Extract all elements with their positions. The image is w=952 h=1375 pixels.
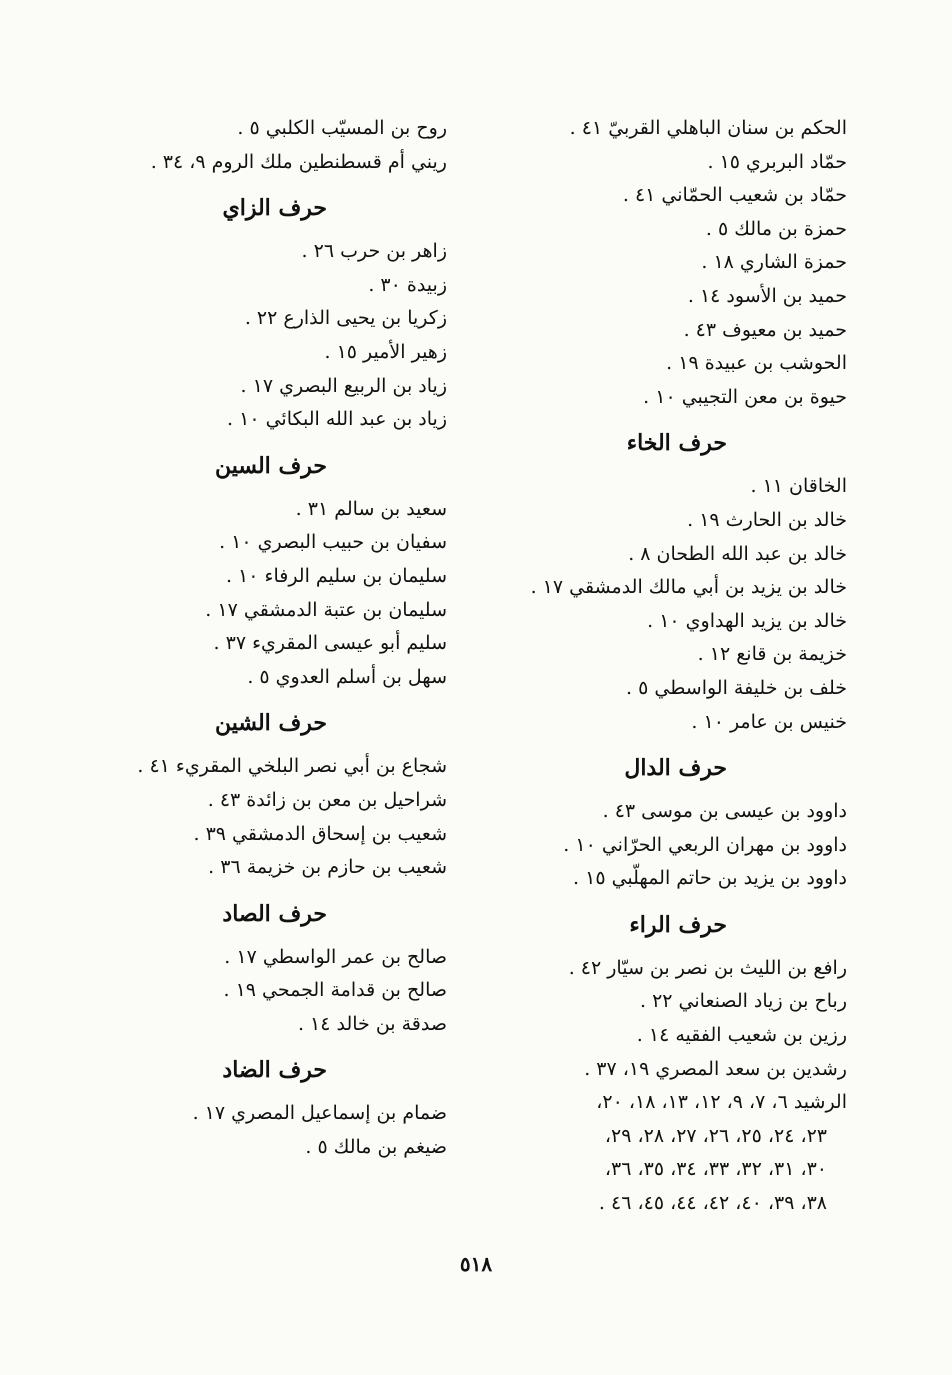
index-entry: شراحيل بن معن بن زائدة ٤٣ . (207, 788, 447, 811)
index-entry: صالح بن عمر الواسطي ١٧ . (224, 945, 447, 968)
index-entry-continuation: ٢٣، ٢٤، ٢٥، ٢٦، ٢٧، ٢٨، ٢٩، (604, 1124, 827, 1147)
index-entry: حميد بن معيوف ٤٣ . (683, 318, 847, 341)
index-entry: رباح بن زياد الصنعاني ٢٢ . (639, 990, 847, 1013)
index-column-right (487, 112, 847, 1221)
index-entry: ضمام بن إسماعيل المصري ١٧ . (192, 1102, 447, 1125)
index-entry: داوود بن يزيد بن حاتم المهلّبي ١٥ . (573, 867, 847, 890)
index-entry-continuation: ٣٠، ٣١، ٣٢، ٣٣، ٣٤، ٣٥، ٣٦، (604, 1158, 827, 1181)
section-heading-dad: حرف الضاد (222, 1057, 327, 1084)
index-entry: رزين بن شعيب الفقيه ١٤ . (636, 1024, 847, 1047)
index-entry: روح بن المسيّب الكلبي ٥ . (237, 117, 447, 139)
index-entry: زكريا بن يحيى الذارع ٢٢ . (244, 307, 447, 330)
index-entry: سفيان بن حبيب البصري ١٠ . (219, 531, 447, 554)
section-heading-ra: حرف الراء (629, 911, 727, 938)
section-heading-zay: حرف الزاي (222, 195, 327, 222)
dad-entries (107, 1097, 447, 1164)
index-entry: داوود بن عيسى بن موسى ٤٣ . (602, 800, 847, 823)
index-entry: صالح بن قدامة الجمحي ١٩ . (223, 979, 447, 1002)
sin-entries (107, 493, 447, 695)
index-entry: حمزة الشاري ١٨ . (701, 251, 847, 274)
ra-entries (487, 952, 847, 1221)
index-entry: سليم أبو عيسى المقريء ٣٧ . (213, 632, 447, 655)
index-entry: خزيمة بن قانع ١٢ . (697, 643, 847, 666)
index-entry: خالد بن يزيد بن أبي مالك الدمشقي ١٧ . (530, 576, 847, 599)
index-entry: رافع بن الليث بن نصر بن سيّار ٤٢ . (568, 956, 847, 979)
index-entry: سليمان بن سليم الرفاء ١٠ . (225, 564, 447, 587)
section-heading-dal: حرف الدال (624, 755, 727, 782)
zay-entries (107, 235, 447, 437)
index-entry: سليمان بن عتبة الدمشقي ١٧ . (205, 598, 447, 621)
index-entry: الحوشب بن عبيدة ١٩ . (666, 352, 847, 375)
index-entry: الخاقان ١١ . (750, 475, 847, 498)
index-entry: زاهر بن حرب ٢٦ . (301, 240, 447, 263)
index-entry: زبيدة ٣٠ . (368, 273, 447, 296)
section-heading-sin: حرف السين (214, 452, 327, 479)
index-entry: ريني أم قسطنطين ملك الروم ٩، ٣٤ . (150, 150, 447, 173)
index-column-left (107, 112, 447, 1165)
index-entry: خالد بن يزيد الهداوي ١٠ . (647, 609, 847, 632)
index-entry: صدقة بن خالد ١٤ . (297, 1012, 447, 1035)
index-entry: الحكم بن سنان الباهلي القربيّ ٤١ . (569, 117, 847, 139)
index-entry: سعيد بن سالم ٣١ . (295, 497, 447, 520)
index-entry: زهير الأمير ١٥ . (324, 340, 447, 363)
index-entry: سهل بن أسلم العدوي ٥ . (247, 665, 447, 688)
index-entry: شعيب بن حازم بن خزيمة ٣٦ . (208, 856, 447, 879)
ha-entries (487, 112, 847, 414)
index-entry: رشدين بن سعد المصري ١٩، ٣٧ . (584, 1057, 847, 1080)
index-entry: داوود بن مهران الربعي الحرّاني ١٠ . (563, 833, 847, 856)
index-entry: خالد بن عبد الله الطحان ٨ . (628, 542, 847, 565)
index-entry: شجاع بن أبي نصر البلخي المقريء ٤١ . (137, 755, 447, 778)
page-number: ٥١٨ (459, 1252, 493, 1276)
index-entry: ضيغم بن مالك ٥ . (305, 1136, 447, 1159)
index-entry: حمّاد بن شعيب الحمّاني ٤١ . (622, 184, 847, 207)
index-entry: حمزة بن مالك ٥ . (705, 217, 847, 240)
index-entry: حمّاد البربري ١٥ . (707, 150, 847, 173)
dal-entries (487, 795, 847, 896)
index-entry: زياد بن الربيع البصري ١٧ . (240, 374, 447, 397)
index-entry: حميد بن الأسود ١٤ . (687, 284, 847, 307)
section-heading-shin: حرف الشين (214, 710, 327, 737)
sad-entries (107, 941, 447, 1042)
index-entry: حيوة بن معن التجيبي ١٠ . (643, 385, 847, 408)
index-entry: الرشيد ٦، ٧، ٩، ١٢، ١٣، ١٨، ٢٠، (596, 1091, 847, 1114)
ra-entries-cont (107, 112, 447, 179)
shin-entries (107, 750, 447, 884)
index-entry: خلف بن خليفة الواسطي ٥ . (626, 676, 847, 699)
section-heading-sad: حرف الصاد (222, 900, 327, 927)
index-entry: شعيب بن إسحاق الدمشقي ٣٩ . (193, 822, 447, 845)
kha-entries (487, 470, 847, 739)
index-entry: زياد بن عبد الله البكائي ١٠ . (227, 408, 447, 431)
index-entry-continuation: ٣٨، ٣٩، ٤٠، ٤٢، ٤٤، ٤٥، ٤٦ . (598, 1192, 827, 1215)
index-entry: خنيس بن عامر ١٠ . (691, 710, 847, 733)
index-entry: خالد بن الحارث ١٩ . (687, 508, 847, 531)
section-heading-kha: حرف الخاء (626, 430, 727, 457)
